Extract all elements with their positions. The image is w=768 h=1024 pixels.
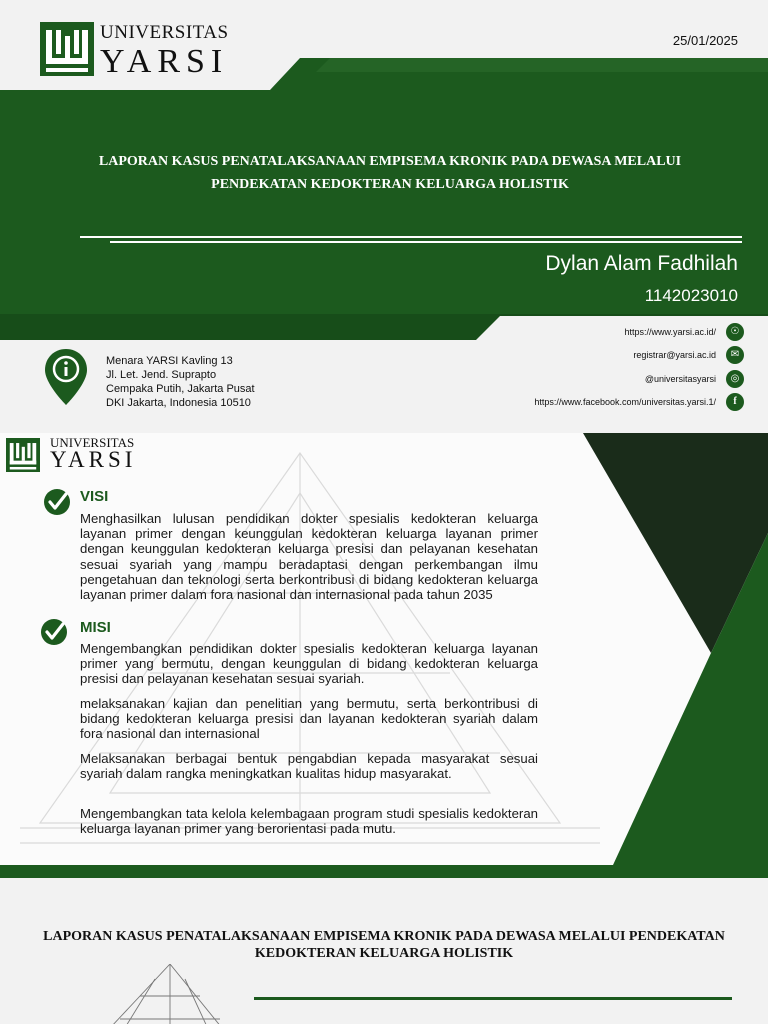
page2-corner-decoration [583,433,768,865]
cover-title-band [0,90,768,314]
contact-list [534,321,740,414]
logo-text-universitas: UNIVERSITAS [100,22,229,43]
yarsi-logo-icon [5,438,41,472]
logo-text-universitas: UNIVERSITAS [50,435,135,450]
cover-divider-1 [80,236,742,238]
author-name: Dylan Alam Fadhilah [545,252,738,275]
checkmark-icon [40,618,68,646]
contact-website[interactable] [534,321,740,344]
misi-item: Melaksanakan berbagai bentuk pengabdian kepada masyarakat sesuai syariah dalam rangka meningkatkan kualitas hidup masyarakat. [80,751,538,782]
page2-bottom-band [0,865,768,878]
logo-text-yarsi: YARSI [50,447,137,472]
cover-title: LAPORAN KASUS PENATALAKSANAAN EMPISEMA KRONIK PADA DEWASA MELALUI PENDEKATAN KEDOKTERAN KELUARGA HOLISTIK [98,154,682,192]
page3-title: LAPORAN KASUS PENATALAKSANAAN EMPISEMA KRONIK PADA DEWASA MELALUI PENDEKATAN KEDOKTERAN KELUARGA HOLISTIK [43,929,725,961]
misi-heading: MISI [80,619,111,636]
student-id: 1142023010 [644,286,738,305]
address-block [106,354,255,410]
address-line: DKI Jakarta, Indonesia 10510 [106,397,251,409]
misi-item: Mengembangkan pendidikan dokter spesialis kedokteran keluarga layanan primer yang bermutu, dengan keunggulan di bidang kedokteran keluarga presisi dan pelayanan kesehatan sesuai syariah. [80,641,538,687]
globe-icon: ☉ [726,323,744,341]
page3-divider [254,997,732,1000]
logo-text-yarsi: YARSI [100,43,229,80]
misi-item: melaksanakan kajian dan penelitian yang bermutu, serta berkontribusi di bidang kedokteran keluarga presisi dan layanan kedokteran syariah dalam fora nasional dan internasional [80,696,538,742]
address-line: Cempaka Putih, Jakarta Pusat [106,383,255,395]
email-link[interactable]: registrar@yarsi.ac.id [633,350,716,361]
cover-date: 25/01/2025 [672,33,738,48]
contact-facebook[interactable] [534,391,737,414]
location-pin-icon [45,349,87,405]
visi-heading: VISI [80,488,109,505]
visi-text: Menghasilkan lulusan pendidikan dokter spesialis kedokteran keluarga layanan primer dengan keunggulan kedokteran keluarga layanan primer dengan keunggulan kedokteran keluarga presisi dan pelayanan kesehatan sesuai syariah yang mampu beradaptasi dengan perkembangan ilmu pengetahuan dan teknologi serta berkontribusi di bidang kedokteran keluarga layanan primer dalam fora nasional dan internasional pada tahun 2035 [80,511,538,603]
instagram-link[interactable]: @universitasyarsi [644,373,716,384]
website-link[interactable]: https://www.yarsi.ac.id/ [624,327,716,337]
misi-item: Mengembangkan tata kelola kelembagaan program studi spesialis kedokteran keluarga layanan primer yang berorientasi pada mutu. [80,806,538,837]
cover-top-band [270,58,768,90]
building-watermark-icon [95,964,235,1024]
mail-icon: ✉ [726,346,744,364]
instagram-icon: ◎ [726,370,744,388]
address-line: Jl. Let. Jend. Suprapto [106,369,217,381]
yarsi-logo-icon [40,22,94,76]
cover-divider-2 [110,241,742,243]
facebook-link[interactable]: https://www.facebook.com/universitas.yarsi.1/ [534,396,716,407]
address-line: Menara YARSI Kavling 13 [106,355,233,367]
contact-instagram[interactable] [534,368,740,391]
checkmark-icon [43,488,71,516]
contact-email[interactable] [534,344,740,367]
facebook-icon: f [726,393,744,411]
